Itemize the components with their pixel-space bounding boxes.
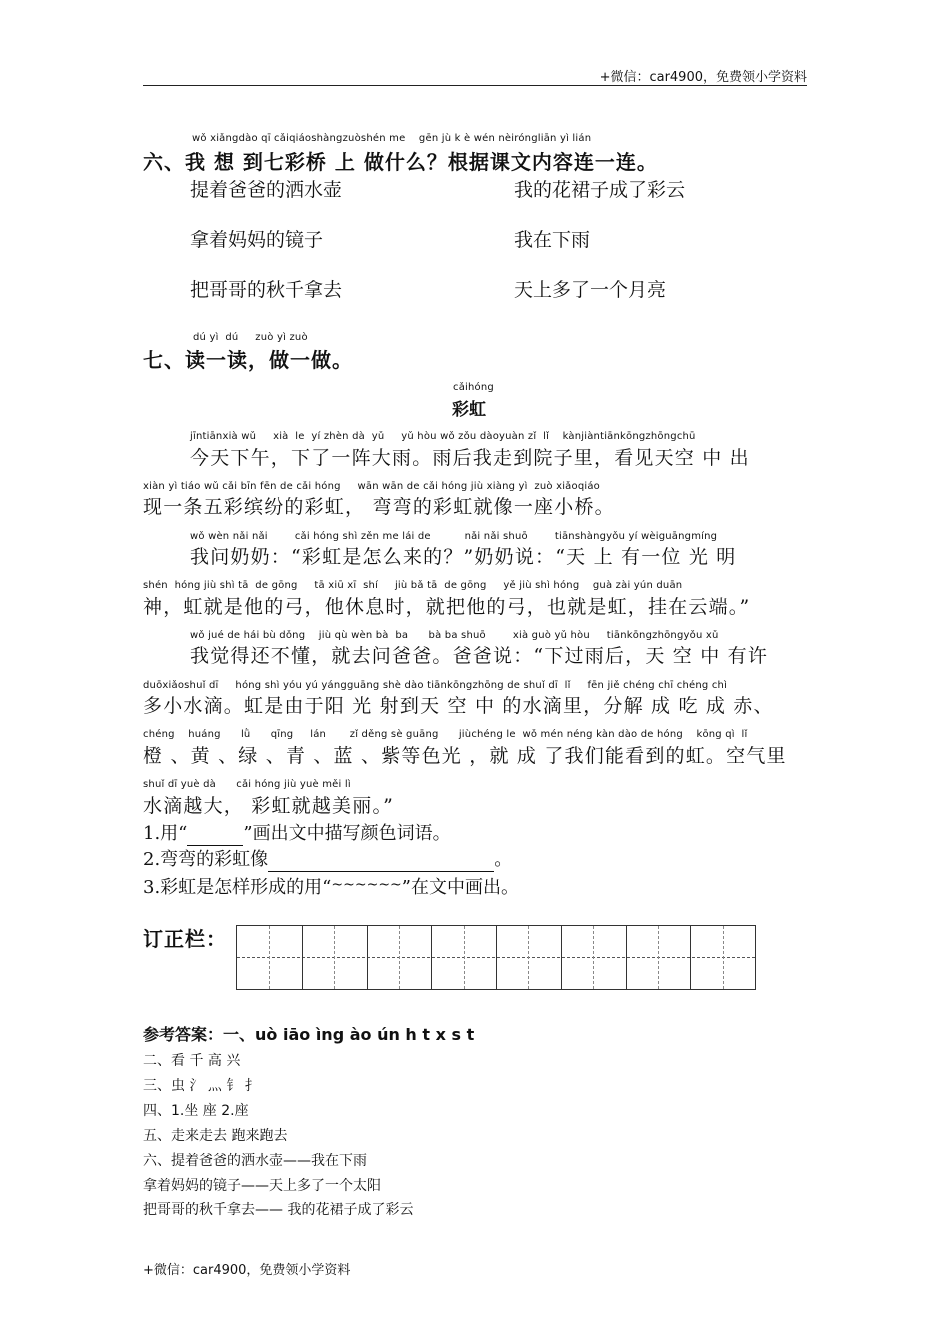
q6-pinyin: wǒ xiǎngdào qī cǎiqiáoshàngzuòshén me gēn jù k è wén nèiróngliān yì lián	[192, 133, 592, 144]
passage-line-1: 今天下午，下了一阵大雨。雨后我走到院子里，看见天空 中 出	[190, 447, 750, 469]
header-divider	[143, 85, 807, 86]
page-header: +微信：car4900，免费领小学资料	[599, 70, 807, 85]
grid-cell-guide	[334, 926, 335, 989]
passage-line-8: 水滴越大， 彩虹就越美丽。”	[143, 795, 395, 817]
q6-right-option-3: 天上多了一个月亮	[514, 279, 667, 301]
passage-line-6: 多小水滴。虹是由于阳 光 射到天 空 中 的水滴里，分解 成 吃 成 赤、	[143, 695, 774, 717]
task-2-after: 。	[494, 849, 513, 870]
q6-left-option-1: 提着爸爸的洒水壶	[190, 179, 343, 201]
task-2	[143, 848, 512, 872]
grid-cell-guide	[723, 926, 724, 989]
passage-title-pinyin: cǎihóng	[453, 382, 494, 393]
passage-line-5: 我觉得还不懂，就去问爸爸。爸爸说：“下过雨后，天 空 中 有许	[190, 645, 769, 667]
passage-line-4-pinyin: shén hóng jiù shì tā de gōng tā xiū xī shí jiù bǎ tā de gōng yě jiù shì hóng guà zài yún duān	[143, 580, 683, 591]
passage-line-8-pinyin: shuǐ dī yuè dà cǎi hóng jiù yuè měi lì	[143, 779, 351, 790]
answer-line-6: 六、提着爸爸的洒水壶——我在下雨	[143, 1153, 367, 1169]
grid-cell-divider	[561, 926, 562, 989]
task-2-blank[interactable]	[268, 853, 494, 872]
q7-title: 七、读一读，做一做。	[143, 348, 353, 372]
answers-first-line: 一、uò iāo ìng ào ún h t x s t	[223, 1025, 475, 1044]
task-1-before: 1.用“	[143, 823, 188, 844]
answer-line-2: 二、看 千 高 兴	[143, 1053, 241, 1069]
passage-line-7: 橙 、黄 、绿 、青 、蓝 、紫等色光 ，就 成 了我们能看到的虹。空气里	[143, 745, 787, 767]
passage-line-4: 神，虹就是他的弓，他休息时，就把他的弓，也就是虹，挂在云端。”	[143, 596, 751, 618]
answer-line-5: 五、走来走去 跑来跑去	[143, 1128, 288, 1144]
grid-cell-guide	[528, 926, 529, 989]
correction-label: 订正栏：	[143, 927, 227, 951]
q7-pinyin: dú yì dú zuò yì zuò	[193, 332, 308, 343]
passage-line-5-pinyin: wǒ jué de hái bù dǒng jiù qù wèn bà ba bà ba shuō xià guò yǔ hòu tiānkōngzhōngyǒu xǔ	[190, 630, 719, 641]
passage-line-2: 现一条五彩缤纷的彩虹， 弯弯的彩虹就像一座小桥。	[143, 496, 615, 518]
task-1-after: ”画出文中描写颜色词语。	[243, 823, 451, 844]
q6-left-option-3: 把哥哥的秋千拿去	[190, 279, 343, 301]
passage-title: 彩虹	[452, 400, 486, 420]
grid-cell-divider	[626, 926, 627, 989]
task-1	[143, 822, 451, 846]
grid-cell-divider	[302, 926, 303, 989]
passage-line-7-pinyin: chéng huáng lǜ qīng lán zǐ děng sè guāng jiùchéng le wǒ mén néng kàn dào de hóng kōng qì lǐ	[143, 729, 748, 740]
answers-heading-label: 参考答案：	[143, 1025, 224, 1044]
page-footer: +微信：car4900，免费领小学资料	[143, 1263, 351, 1278]
grid-cell-divider	[496, 926, 497, 989]
task-3-after: ”在文中画出。	[401, 877, 519, 898]
task-3	[143, 873, 519, 900]
passage-line-3: 我问奶奶：“彩虹是怎么来的？”奶奶说：“天 上 有一位 光 明	[190, 546, 737, 568]
grid-cell-guide	[269, 926, 270, 989]
grid-cell-divider	[367, 926, 368, 989]
task-2-before: 2.弯弯的彩虹像	[143, 849, 269, 870]
grid-cell-guide	[593, 926, 594, 989]
passage-line-2-pinyin: xiàn yì tiáo wǔ cǎi bīn fēn de cǎi hóng wān wān de cǎi hóng jiù xiàng yì zuò xiǎoqiáo	[143, 481, 600, 492]
correction-grid[interactable]	[236, 925, 756, 990]
answer-line-8: 把哥哥的秋千拿去—— 我的花裙子成了彩云	[143, 1202, 414, 1218]
answers-heading	[143, 1022, 474, 1045]
grid-cell-guide	[399, 926, 400, 989]
q6-right-option-2: 我在下雨	[514, 229, 591, 251]
grid-cell-guide	[464, 926, 465, 989]
answer-line-4: 四、1.坐 座 2.座	[143, 1103, 249, 1119]
passage-line-1-pinyin: jīntiānxià wǔ xià le yí zhèn dà yǔ yǔ hòu wǒ zǒu dàoyuàn zǐ lǐ kànjiàntiānkōngzhōngchū	[190, 431, 696, 442]
task-1-blank[interactable]	[187, 827, 243, 846]
q6-left-option-2: 拿着妈妈的镜子	[190, 229, 324, 251]
passage-line-3-pinyin: wǒ wèn nǎi nǎi cǎi hóng shì zěn me lái de nǎi nǎi shuō tiānshàngyǒu yí wèiguāngmíng	[190, 531, 718, 542]
grid-cell-guide	[658, 926, 659, 989]
task-3-wavy-mark: ~~~~~~	[331, 877, 402, 893]
answer-line-3: 三、虫 氵 灬 钅 扌	[143, 1078, 259, 1094]
q6-title: 六、我 想 到七彩桥 上 做什么？根据课文内容连一连。	[143, 150, 658, 174]
answer-line-7: 拿着妈妈的镜子——天上多了一个太阳	[143, 1178, 381, 1194]
passage-line-6-pinyin: duōxiǎoshuǐ dī hóng shì yóu yú yángguāng shè dào tiānkōngzhōng de shuǐ dī lǐ fēn jiě chéng chī chéng chì	[143, 680, 728, 691]
grid-cell-divider	[431, 926, 432, 989]
q6-right-option-1: 我的花裙子成了彩云	[514, 179, 686, 201]
task-3-before: 3.彩虹是怎样形成的用“	[143, 877, 332, 898]
grid-cell-divider	[690, 926, 691, 989]
